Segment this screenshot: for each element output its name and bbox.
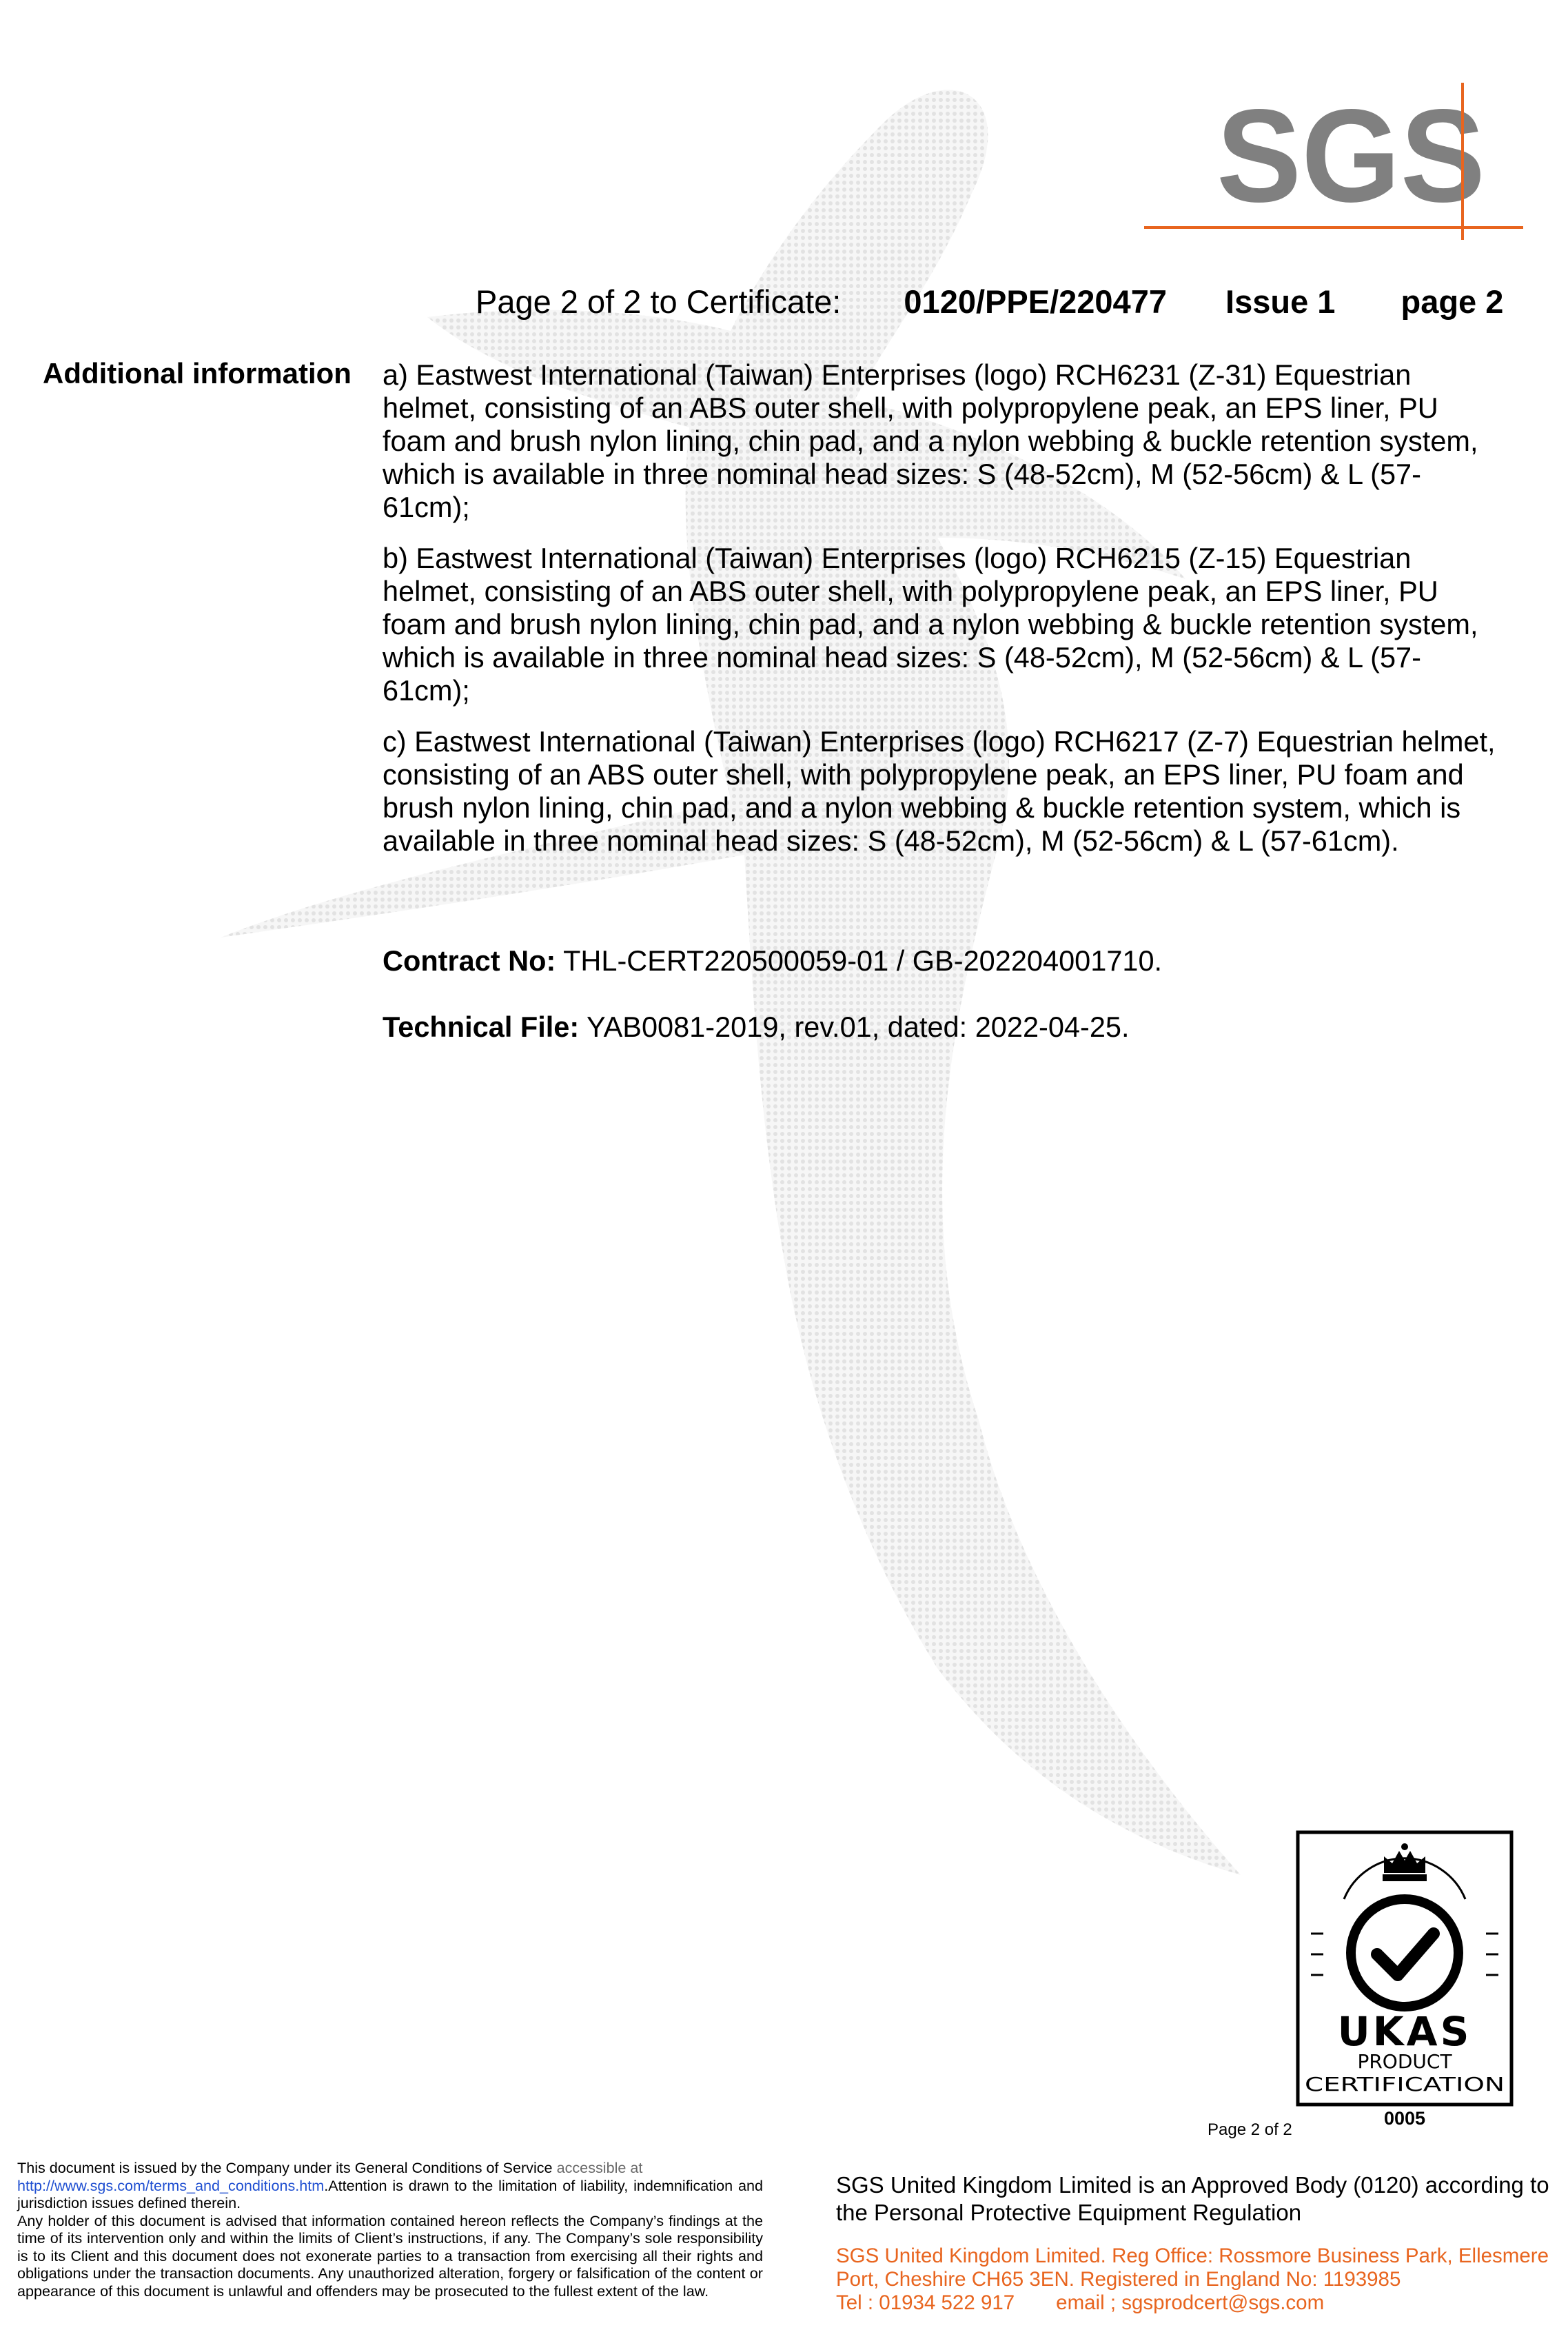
ukas-accreditation-mark	[1296, 1830, 1514, 2127]
technical-file-value: YAB0081-2019, rev.01, dated: 2022-04-25.	[586, 1011, 1130, 1043]
ukas-text: UKAS	[1337, 2008, 1472, 2055]
email: email ; sgsprodcert@sgs.com	[1056, 2291, 1325, 2314]
disclaimer-text: This document is issued by the Company under its General Conditions of Service	[17, 2159, 557, 2176]
approved-body-statement: SGS United Kingdom Limited is an Approved Body (0120) according to the Personal Protective Equipment Regulation	[836, 2172, 1549, 2225]
disclaimer-text-2: .Attention is drawn to the limitation of liability, indemnification and jurisdiction issues defined therein.	[17, 2176, 763, 2211]
product-item-b: b) Eastwest International (Taiwan) Enterprises (logo) RCH6215 (Z-15) Equestrian helmet, consisting of an ABS outer shell, with polypropylene peak, an EPS liner, PU foam and brush nylon lining, chin pad, and a nylon webbing & buckle retention system, which is available in three nominal head sizes: S (48-52cm), M (52-56cm) & L (57-61cm);	[383, 542, 1478, 707]
ukas-certification-text: CERTIFICATION	[1305, 2073, 1505, 2096]
disclaimer-paragraph-2: Any holder of this document is advised that information contained hereon reflects the Company’s findings at the time of its intervention only and within the limits of Client’s instructions, if any. The Company’s sole responsibility is to its Client and this document does not exonerate parties to a transaction from exercising all their rights and obligations under the transaction documents. Any unauthorized alteration, forgery or falsification of the content or appearance of this document is unlawful and offenders may be prosecuted to the fullest extent of the law.	[17, 2211, 763, 2300]
contract-label: Contract No:	[383, 944, 556, 977]
disclaimer	[17, 2159, 763, 2300]
ukas-code: 0005	[1383, 2108, 1426, 2129]
disclaimer-text-grey: accessible at	[556, 2159, 643, 2176]
header-page: page 2	[1401, 283, 1504, 320]
terms-link[interactable]: http://www.sgs.com/terms_and_conditions.htm	[17, 2176, 325, 2194]
certificate-header	[476, 283, 1504, 331]
certificate-number: 0120/PPE/220477	[904, 283, 1167, 320]
additional-information-label: Additional information	[43, 357, 352, 389]
ukas-product-text: PRODUCT	[1357, 2050, 1452, 2073]
header-prefix: Page 2 of 2 to Certificate:	[476, 283, 842, 320]
product-item-a: a) Eastwest International (Taiwan) Enterprises (logo) RCH6231 (Z-31) Equestrian helmet, consisting of an ABS outer shell, with polypropylene peak, an EPS liner, PU foam and brush nylon lining, chin pad, and a nylon webbing & buckle retention system, which is available in three nominal head sizes: S (48-52cm), M (52-56cm) & L (57-61cm);	[383, 358, 1478, 523]
sgs-logo-text: SGS	[1216, 81, 1485, 230]
registered-office-address: SGS United Kingdom Limited. Reg Office: Rossmore Business Park, Ellesmere Port, Cheshire CH65 3EN. Registered in England No: 1193985	[836, 2244, 1549, 2291]
page-footer: Page 2 of 2	[1208, 2120, 1292, 2139]
issue-number: Issue 1	[1225, 283, 1336, 320]
product-item-c: c) Eastwest International (Taiwan) Enterprises (logo) RCH6217 (Z-7) Equestrian helmet, consisting of an ABS outer shell, with polypropylene peak, an EPS liner, PU foam and brush nylon lining, chin pad, and a nylon webbing & buckle retention system, which is available in three nominal head sizes: S (48-52cm), M (52-56cm) & L (57-61cm).	[383, 725, 1496, 857]
technical-file	[383, 1011, 1506, 1044]
registered-office	[836, 2244, 1553, 2315]
contract-value: THL-CERT220500059-01 / GB-202204001710.	[563, 944, 1163, 977]
technical-file-label: Technical File:	[383, 1011, 580, 1043]
sgs-logo	[1144, 83, 1523, 241]
telephone: Tel : 01934 522 917	[836, 2291, 1015, 2314]
contract-number	[383, 944, 1506, 977]
